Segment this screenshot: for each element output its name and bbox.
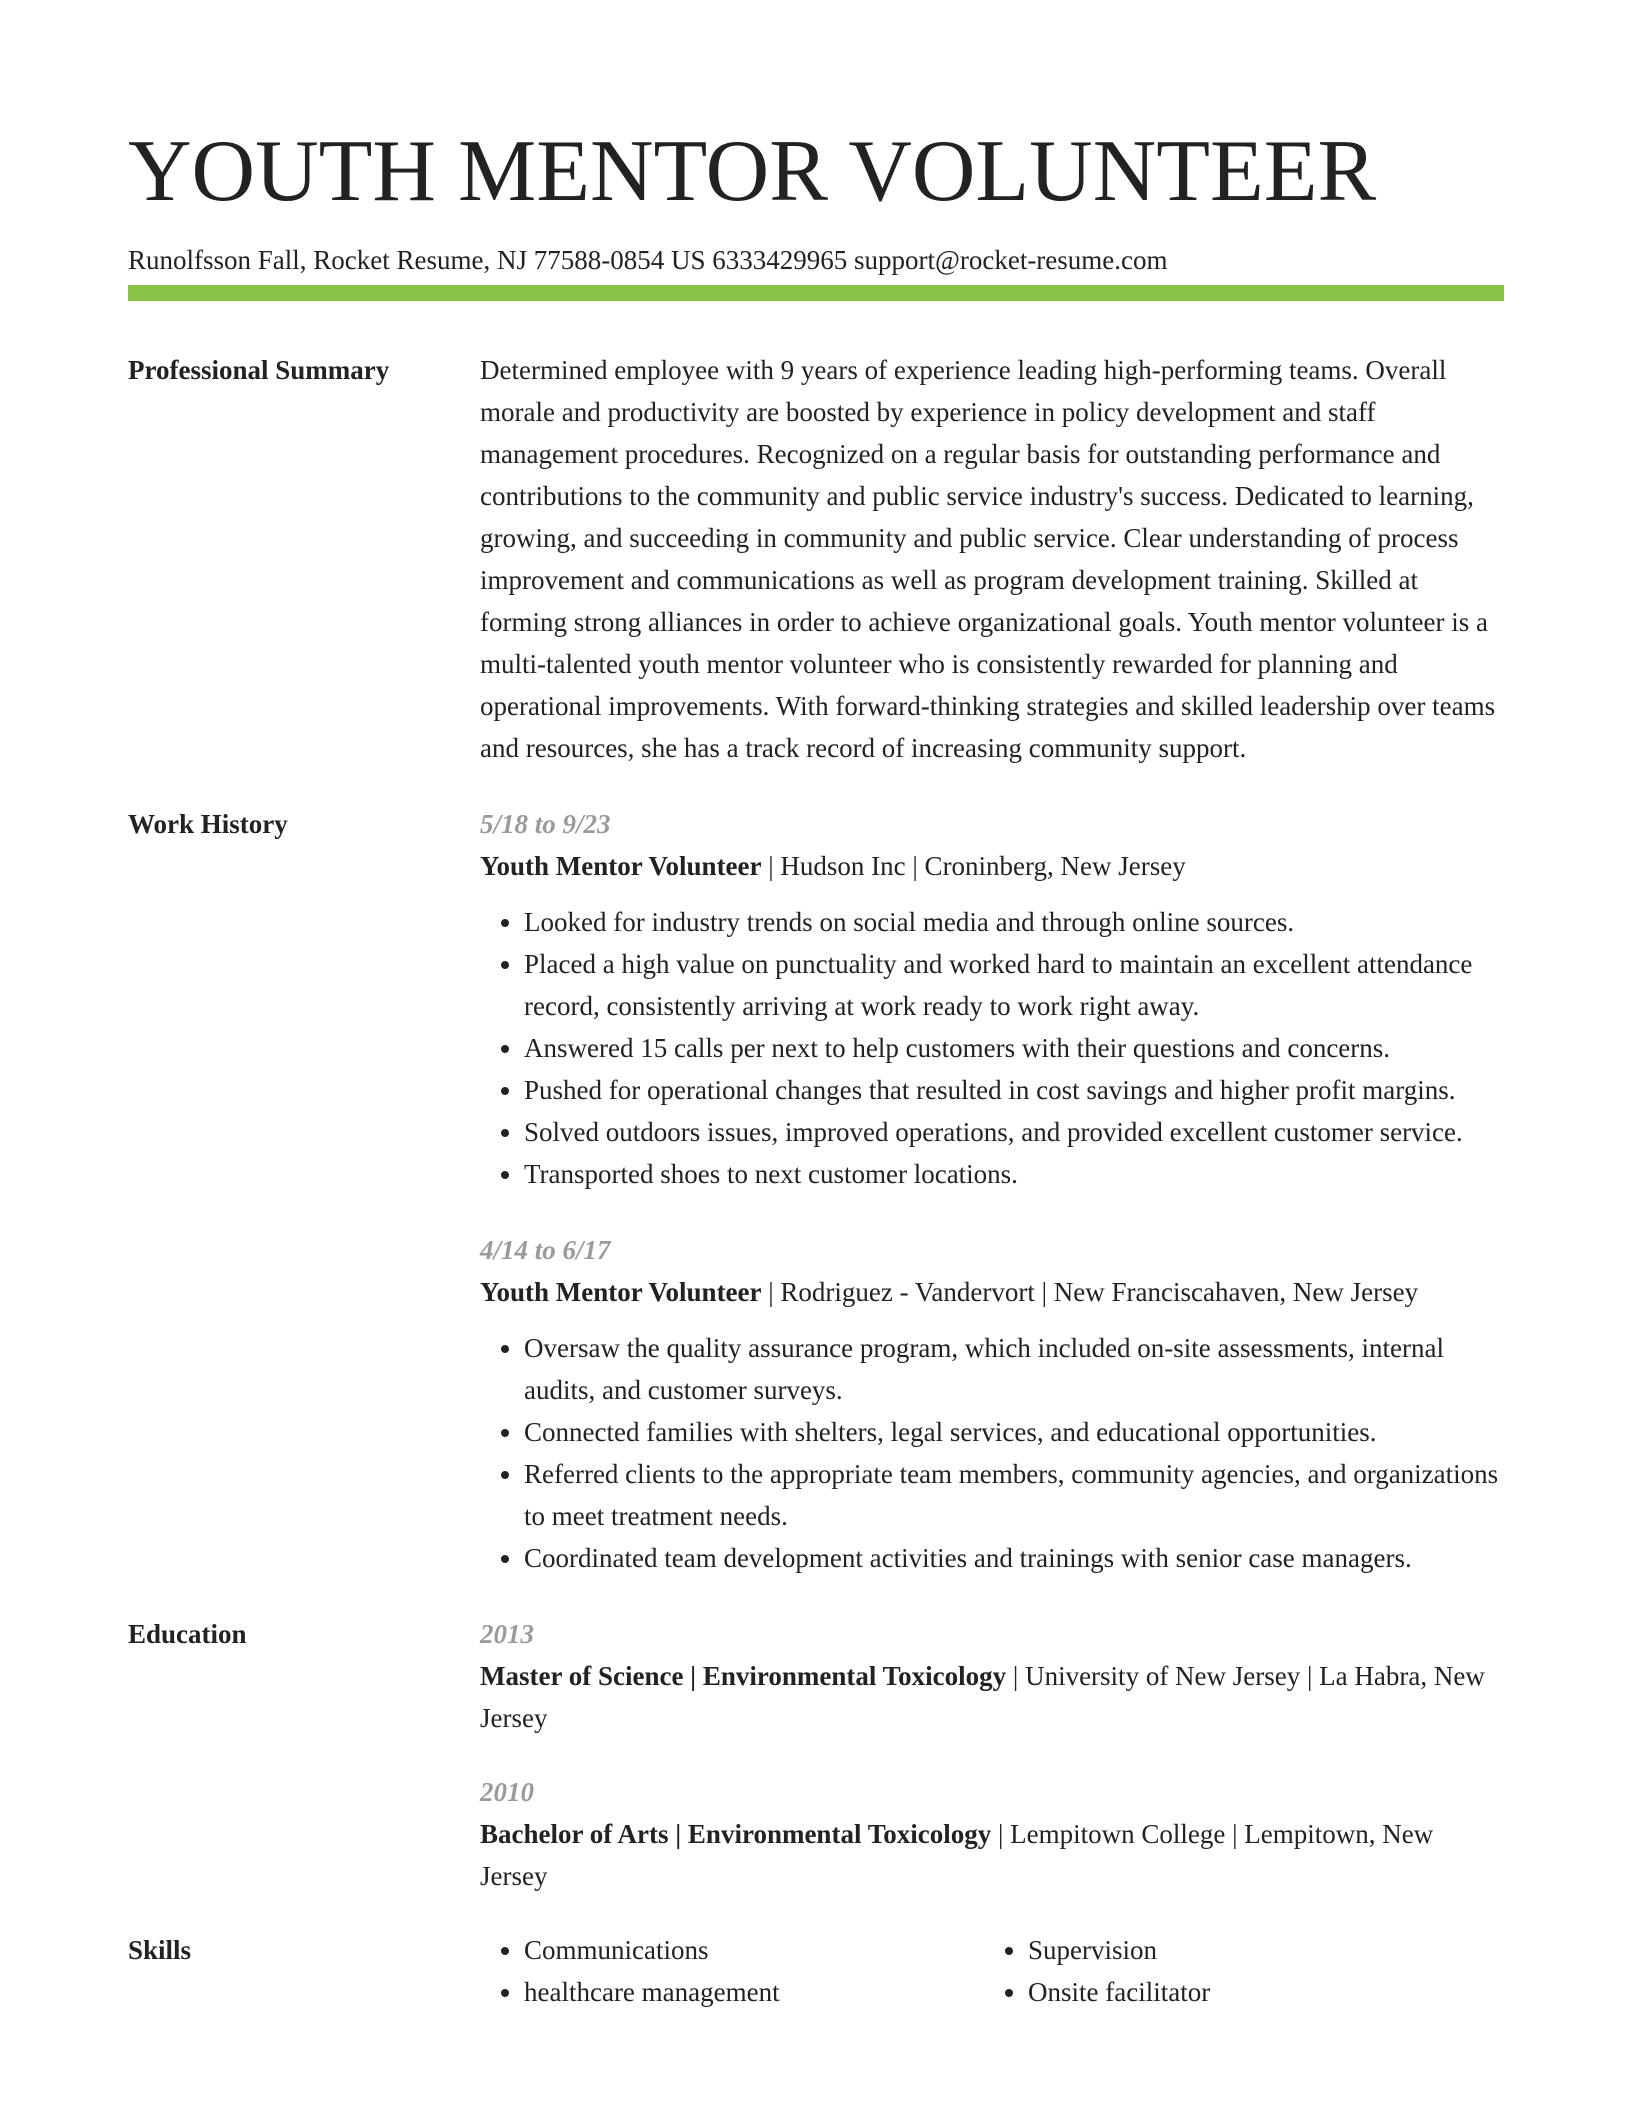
job-duties bbox=[480, 901, 1504, 1195]
education-degree: Bachelor of Arts | Environmental Toxicology bbox=[480, 1819, 992, 1849]
list-item: • Looked for industry trends on social media and through online sources. bbox=[524, 901, 1504, 943]
education-entries bbox=[480, 1613, 1504, 1929]
list-item: • Communications bbox=[524, 1929, 984, 1971]
work-entries bbox=[480, 803, 1504, 1613]
contact-info: Runolfsson Fall, Rocket Resume, NJ 77588-0854 US 6333429965 support@rocket-resume.com bbox=[128, 245, 1168, 275]
section-skills bbox=[128, 1929, 1504, 2013]
job-duties bbox=[480, 1327, 1504, 1579]
list-item: • Answered 15 calls per next to help customers with their questions and concerns. bbox=[524, 1027, 1504, 1069]
job-dates: 5/18 to 9/23 bbox=[480, 809, 611, 839]
list-item: • healthcare management bbox=[524, 1971, 984, 2013]
resume-content bbox=[128, 349, 1504, 2013]
resume-header bbox=[128, 118, 1504, 278]
education-year: 2010 bbox=[480, 1777, 534, 1807]
education-entry bbox=[480, 1771, 1504, 1897]
list-item: • Coordinated team development activities and trainings with senior case managers. bbox=[524, 1537, 1504, 1579]
education-year: 2013 bbox=[480, 1619, 534, 1649]
candidate-name: YOUTH MENTOR VOLUNTEER bbox=[128, 123, 1377, 220]
section-education bbox=[128, 1613, 1504, 1929]
summary-text: Determined employee with 9 years of experience leading high-performing teams. Overall morale and productivity are boosted by experience in policy development and staff management procedures. Recognized on a regular basis for outstanding performance and contributions to the community and public service industry's success. Dedicated to learning, growing, and succeeding in community and public service. Clear understanding of process improvement and communications as well as program development training. Skilled at forming strong alliances in order to achieve organizational goals. Youth mentor volunteer is a multi-talented youth mentor volunteer who is consistently rewarded for planning and operational improvements. With forward-thinking strategies and skilled leadership over teams and resources, she has a track record of increasing community support. bbox=[480, 355, 1496, 763]
job-details: | Hudson Inc | Croninberg, New Jersey bbox=[761, 851, 1186, 881]
job-title-line bbox=[480, 1271, 1504, 1313]
skills-columns bbox=[480, 1929, 1504, 2013]
skills-list bbox=[480, 1929, 1504, 2013]
list-item: • Onsite facilitator bbox=[1028, 1971, 1488, 2013]
section-title: Work History bbox=[128, 809, 288, 839]
list-item: • Connected families with shelters, legal services, and educational opportunities. bbox=[524, 1411, 1504, 1453]
section-work-history bbox=[128, 803, 1504, 1613]
education-degree: Master of Science | Environmental Toxicology bbox=[480, 1661, 1007, 1691]
list-item: • Supervision bbox=[1028, 1929, 1488, 1971]
section-title: Professional Summary bbox=[128, 355, 390, 385]
list-item: • Oversaw the quality assurance program, which included on-site assessments, internal audits, and customer surveys. bbox=[524, 1327, 1504, 1411]
job-details: | Rodriguez - Vandervort | New Franciscahaven, New Jersey bbox=[761, 1277, 1419, 1307]
education-details: | Lempitown College | Lempitown, New Jersey bbox=[480, 1819, 1434, 1891]
job-entry bbox=[480, 803, 1504, 1195]
section-professional-summary bbox=[128, 349, 1504, 769]
skills-column-right bbox=[984, 1929, 1488, 2013]
education-line bbox=[480, 1813, 1504, 1897]
accent-divider bbox=[128, 285, 1504, 301]
job-role: Youth Mentor Volunteer bbox=[480, 1277, 762, 1307]
list-item: • Referred clients to the appropriate team members, community agencies, and organizations to meet treatment needs. bbox=[524, 1453, 1504, 1537]
skills-column-left bbox=[480, 1929, 984, 2013]
list-item: • Pushed for operational changes that resulted in cost savings and higher profit margins. bbox=[524, 1069, 1504, 1111]
job-title-line bbox=[480, 845, 1504, 887]
section-title: Skills bbox=[128, 1935, 192, 1965]
section-title: Education bbox=[128, 1619, 247, 1649]
job-role: Youth Mentor Volunteer bbox=[480, 851, 762, 881]
education-details: | University of New Jersey | La Habra, New Jersey bbox=[480, 1661, 1485, 1733]
job-dates: 4/14 to 6/17 bbox=[480, 1235, 611, 1265]
education-entry bbox=[480, 1613, 1504, 1739]
education-line bbox=[480, 1655, 1504, 1739]
list-item: • Placed a high value on punctuality and worked hard to maintain an excellent attendance record, consistently arriving at work ready to work right away. bbox=[524, 943, 1504, 1027]
job-entry bbox=[480, 1229, 1504, 1579]
list-item: • Solved outdoors issues, improved operations, and provided excellent customer service. bbox=[524, 1111, 1504, 1153]
list-item: • Transported shoes to next customer locations. bbox=[524, 1153, 1504, 1195]
